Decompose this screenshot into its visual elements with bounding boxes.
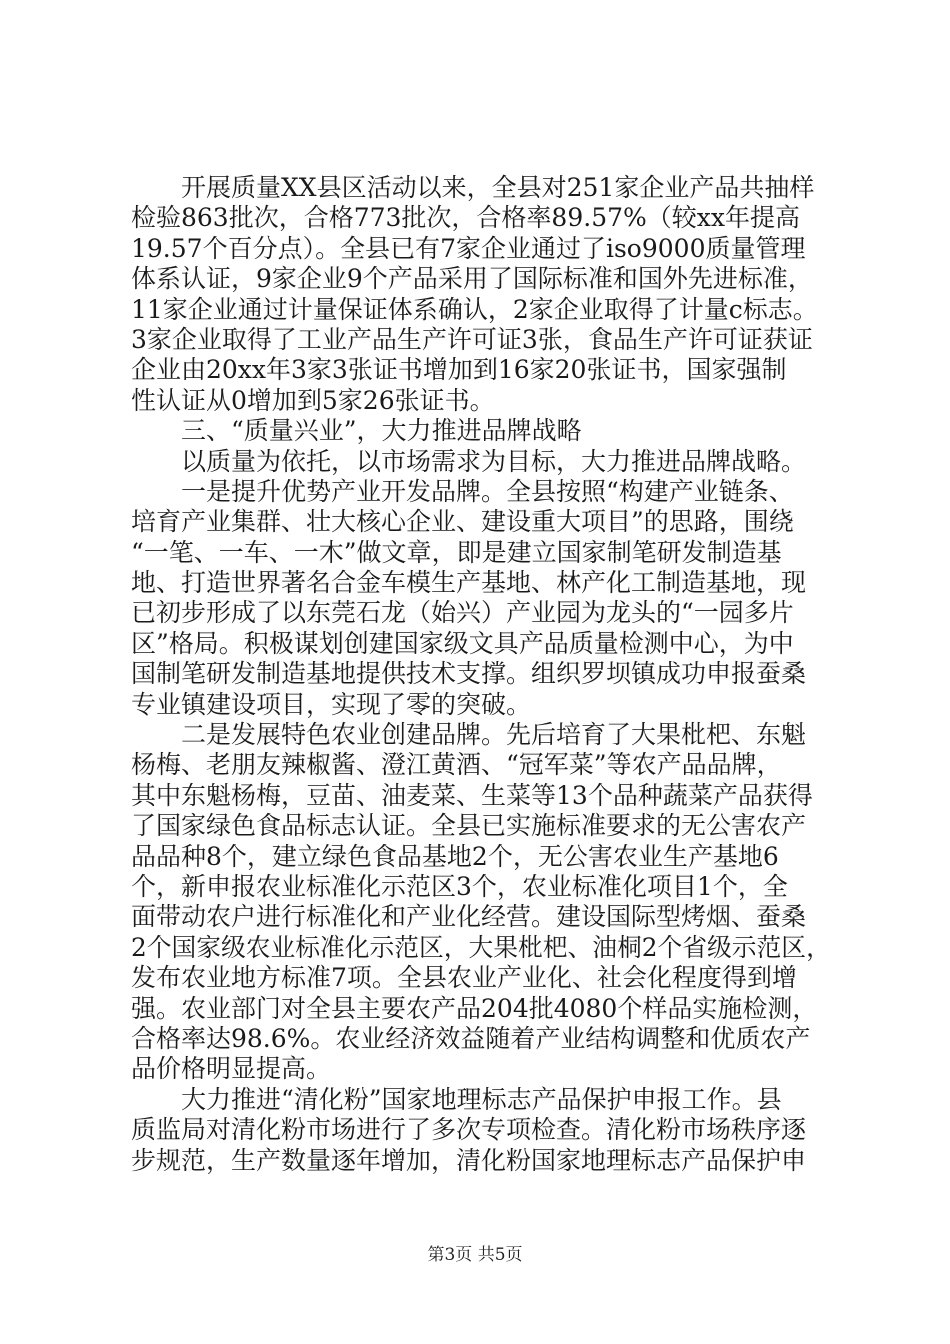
text-line: 质监局对清化粉市场进行了多次专项检查。清化粉市场秩序逐 xyxy=(131,1115,807,1145)
text-line: 2个国家级农业标准化示范区，大果枇杷、油桐2个省级示范区， xyxy=(131,932,831,962)
text-line: 其中东魁杨梅，豆苗、油麦菜、生菜等13个品种蔬菜产品获得 xyxy=(131,780,813,810)
text-line: 区”格局。积极谋划创建国家级文具产品质量检测中心，为中 xyxy=(131,628,794,658)
text-line: 性认证从0增加到5家26张证书。 xyxy=(131,385,495,415)
text-line: 强。农业部门对全县主要农产品204批4080个样品实施检测， xyxy=(131,993,818,1023)
text-line: 开展质量XX县区活动以来，全县对251家企业产品共抽样 xyxy=(131,173,815,202)
text-line: 杨梅、老朋友辣椒酱、澄江黄酒、“冠军菜”等农产品品牌， xyxy=(131,750,782,780)
text-line: 品品种8个，建立绿色食品基地2个，无公害农业生产基地6 xyxy=(131,841,779,871)
text-line: 面带动农户进行标准化和产业化经营。建设国际型烤烟、蚕桑 xyxy=(131,902,807,932)
text-line: 19.57个百分点）。全县已有7家企业通过了iso9000质量管理 xyxy=(131,233,806,263)
text-line: 了国家绿色食品标志认证。全县已实施标准要求的无公害农产 xyxy=(131,811,807,841)
text-line: 11家企业通过计量保证体系确认，2家企业取得了计量c标志。 xyxy=(131,294,818,324)
text-line: 体系认证，9家企业9个产品采用了国际标准和国外先进标准， xyxy=(131,264,813,294)
text-line: 专业镇建设项目，实现了零的突破。 xyxy=(131,689,532,719)
text-line: 三、“质量兴业”，大力推进品牌战略 xyxy=(131,416,582,446)
text-line: 品价格明显提高。 xyxy=(131,1054,332,1084)
text-line: 培育产业集群、壮大核心企业、建设重大项目”的思路，围绕 xyxy=(131,507,794,537)
text-line: 发布农业地方标准7项。全县农业产业化、社会化程度得到增 xyxy=(131,963,797,993)
text-line: 个，新申报农业标准化示范区3个，农业标准化项目1个，全 xyxy=(131,871,788,901)
text-line: 地、打造世界著名合金车模生产基地、林产化工制造基地，现 xyxy=(131,568,807,598)
text-line: 二是发展特色农业创建品牌。先后培育了大果枇杷、东魁 xyxy=(131,720,807,750)
text-line: 一是提升优势产业开发品牌。全县按照“构建产业链条、 xyxy=(131,476,794,506)
text-line: 检验863批次，合格773批次，合格率89.57%（较xx年提高 xyxy=(131,203,800,233)
text-line: 大力推进“清化粉”国家地理标志产品保护申报工作。县 xyxy=(131,1084,782,1114)
document-body xyxy=(131,173,831,1176)
text-line: 合格率达98.6%。农业经济效益随着产业结构调整和优质农产 xyxy=(131,1023,811,1053)
text-line: 步规范，生产数量逐年增加，清化粉国家地理标志产品保护申 xyxy=(131,1145,807,1175)
text-line: 以质量为依托，以市场需求为目标，大力推进品牌战略。 xyxy=(131,446,807,476)
text-line: 3家企业取得了工业产品生产许可证3张，食品生产许可证获证 xyxy=(131,324,813,354)
text-line: “一笔、一车、一木”做文章，即是建立国家制笔研发制造基 xyxy=(131,537,782,567)
page-footer: 第3页 共5页 xyxy=(427,1245,523,1265)
text-line: 国制笔研发制造基地提供技术支撑。组织罗坝镇成功申报蚕桑 xyxy=(131,659,807,689)
text-line: 已初步形成了以东莞石龙（始兴）产业园为龙头的“一园多片 xyxy=(131,598,794,628)
text-line: 企业由20xx年3家3张证书增加到16家20张证书，国家强制 xyxy=(131,355,787,385)
